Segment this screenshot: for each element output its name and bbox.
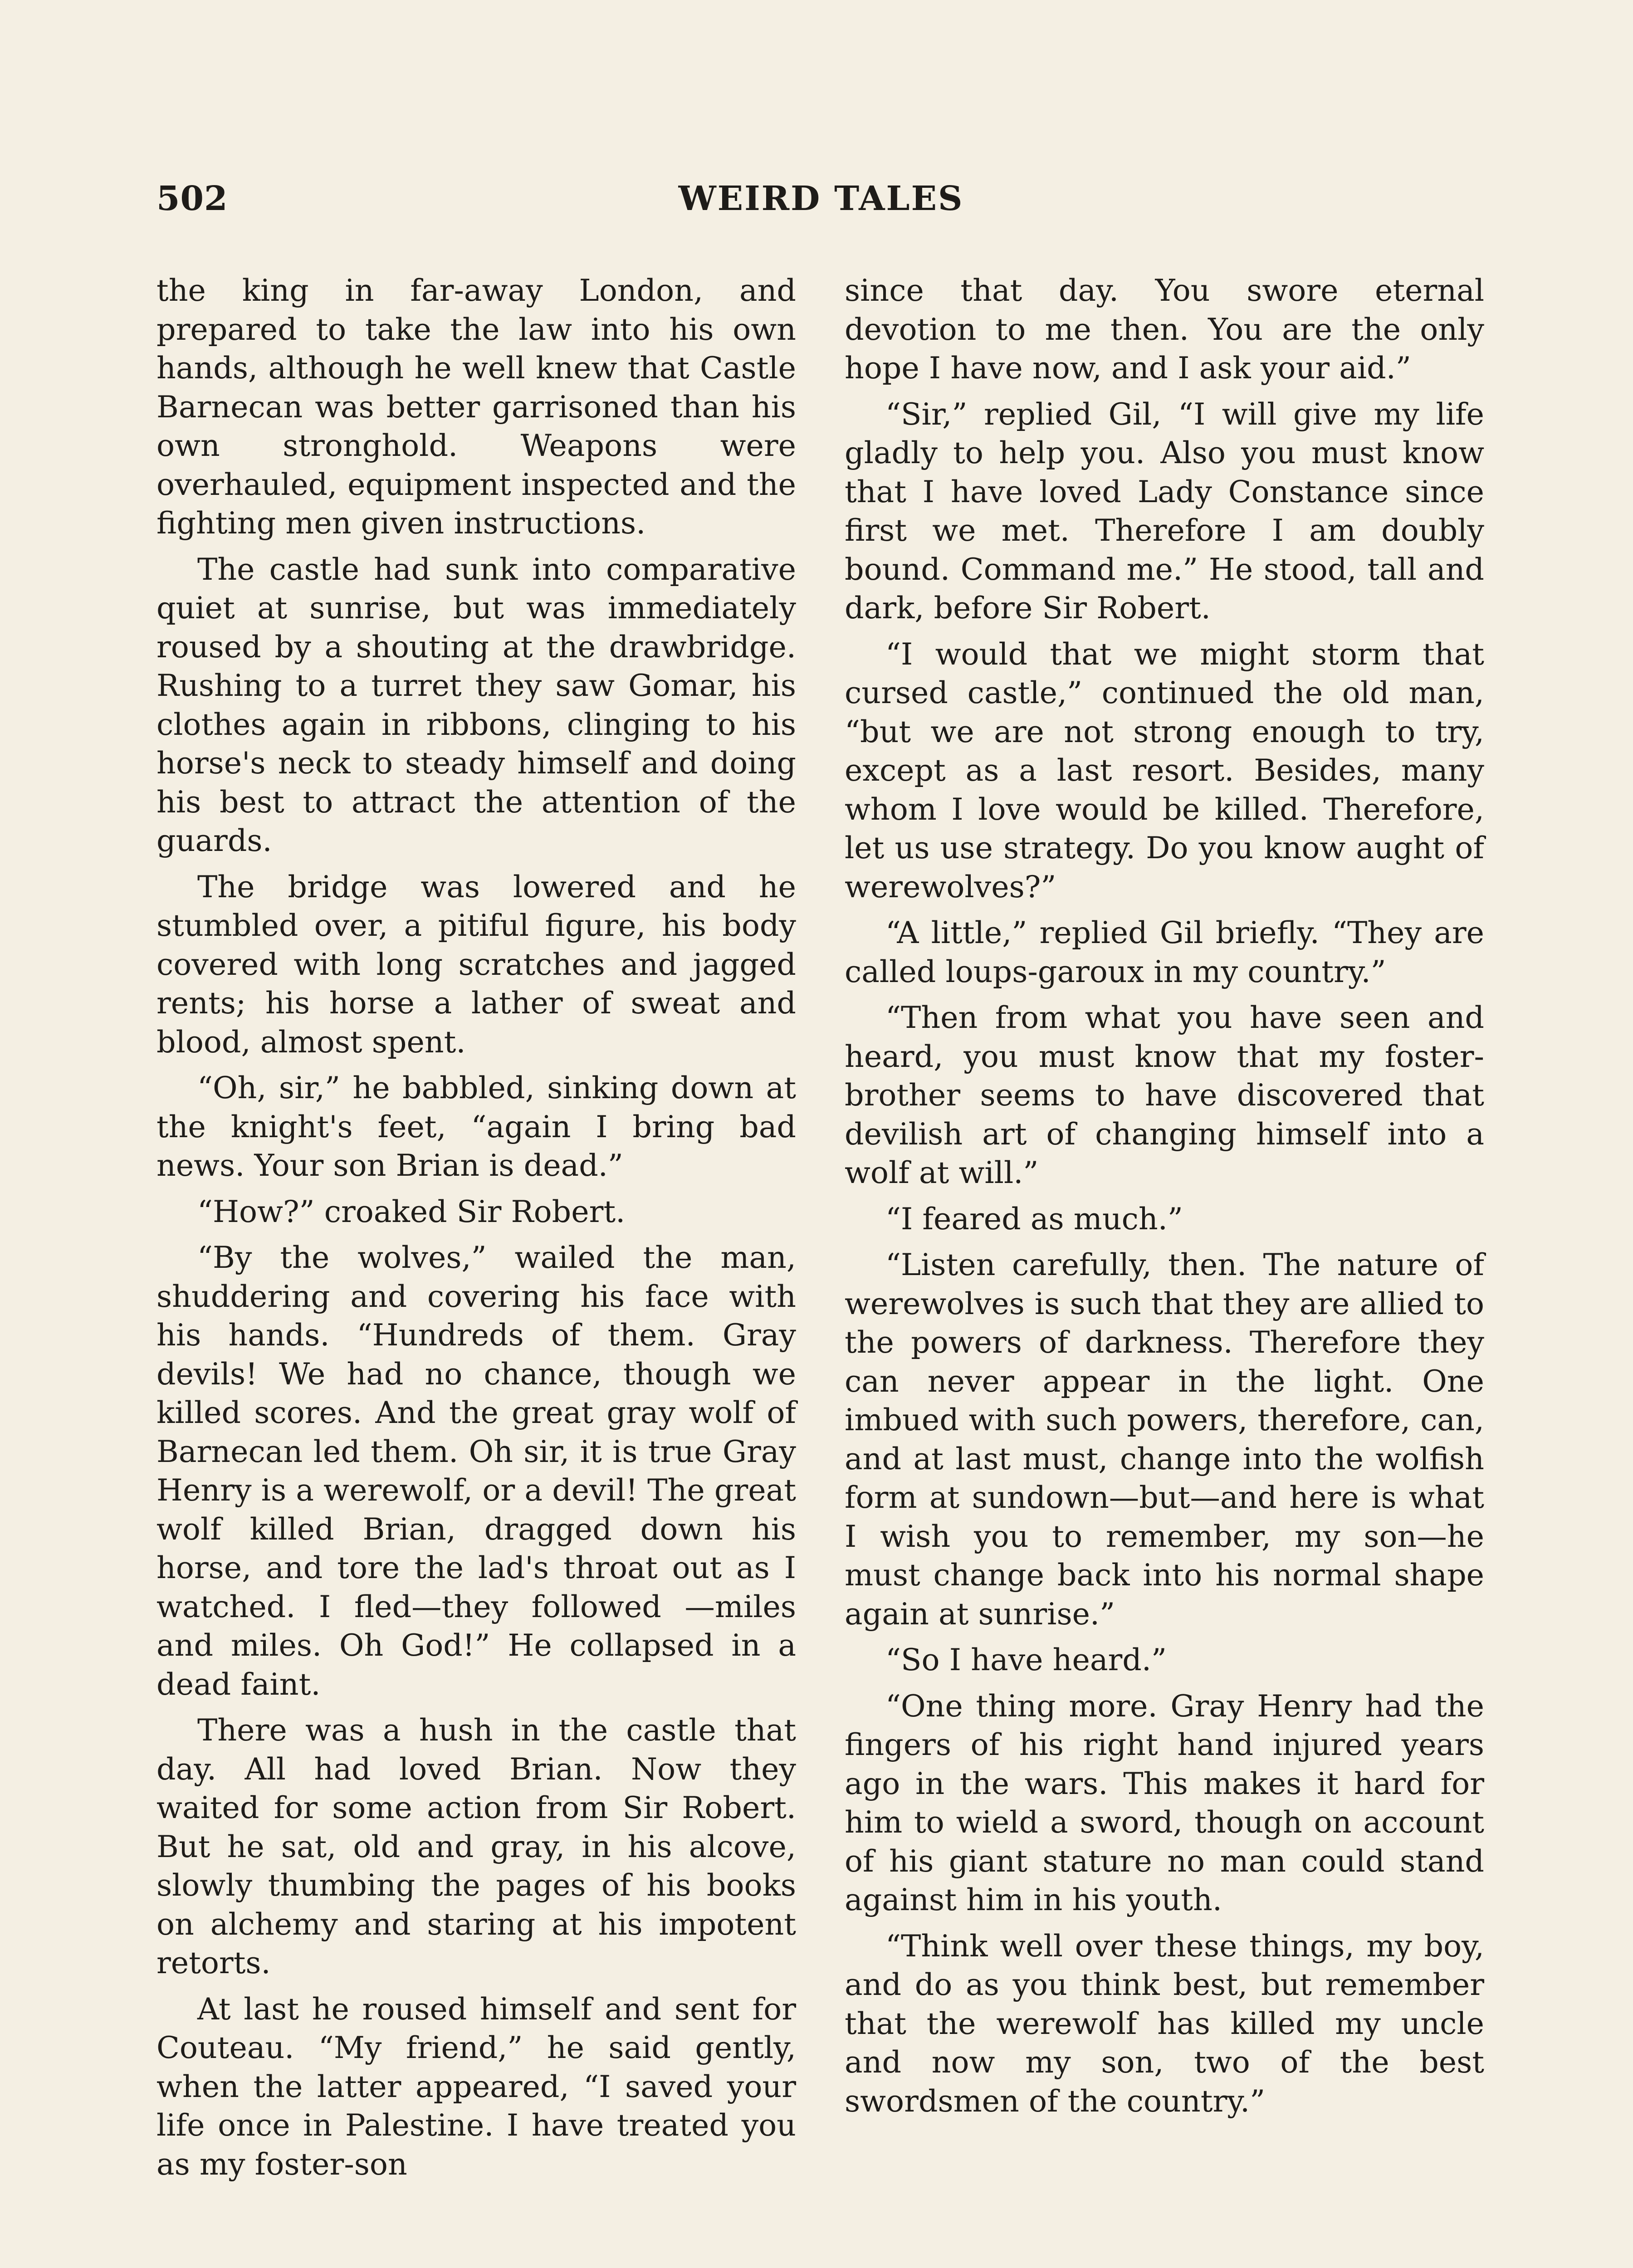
paragraph: “Oh, sir,” he babbled, sinking down at the knight's feet, “again I bring bad news. Your son Brian is dead.” [156, 1070, 796, 1183]
paragraph: “A little,” replied Gil briefly. “They are called loups-garoux in my country.” [845, 915, 1484, 989]
paragraph: The bridge was lowered and he stumbled over, a pitiful figure, his body covered with long scratches and jagged rents; his horse a lather of sweat and blood, almost spent. [156, 869, 796, 1060]
paragraph: “Then from what you have seen and heard, you must know that my foster-brother seems to have discovered that devilish art of changing himself into a wolf at will.” [845, 1000, 1484, 1190]
paragraph: the king in far-away London, and prepared to take the law into his own hands, although he well knew that Castle Barnecan was better garrisoned than his own stronghold. Weapons were overhauled, equipment inspected and the fighting men given instructions. [156, 273, 796, 541]
paragraph: “I feared as much.” [885, 1201, 1183, 1237]
page-header [156, 179, 1486, 234]
paragraph: The castle had sunk into comparative quiet at sunrise, but was immediately roused by a shouting at the drawbridge. Rushing to a turret they saw Gomar, his clothes again in ribbons, clinging to his horse's neck to steady himself and doing his best to attract the attention of the guards. [156, 551, 796, 858]
paragraph: “How?” croaked Sir Robert. [197, 1193, 626, 1229]
paragraph: since that day. You swore eternal devotion to me then. You are the only hope I have now, and I ask your aid.” [845, 273, 1484, 386]
paragraph: “One thing more. Gray Henry had the fingers of his right hand injured years ago in the wars. This makes it hard for him to wield a sword, though on account of his giant stature no man could stand against him in his youth. [845, 1688, 1484, 1917]
paragraph: “I would that we might storm that cursed castle,” continued the old man, “but we are not strong enough to try, except as a last resort. Besides, many whom I love would be killed. Therefore, let us use strategy. Do you know aught of werewolves?” [845, 636, 1484, 904]
paragraph: “Listen carefully, then. The nature of werewolves is such that they are allied to the powers of darkness. Therefore they can never appear in the light. One imbued with such powers, therefore, can, and at last must, change into the wolfish form at sundown—but—and here is what I wish you to remember, my son—he must change back into his normal shape again at sunrise.” [845, 1247, 1484, 1632]
paragraph: “So I have heard.” [885, 1642, 1167, 1677]
left-column [156, 271, 796, 2191]
page-number: 502 [156, 179, 228, 218]
paragraph: At last he roused himself and sent for Couteau. “My friend,” he said gently, when the latter appeared, “I saved your life once in Palestine. I have treated you as my foster-son [156, 1991, 796, 2182]
paragraph: “Sir,” replied Gil, “I will give my life gladly to help you. Also you must know that I have loved Lady Constance since first we met. Therefore I am doubly bound. Command me.” He stood, tall and dark, before Sir Robert. [845, 396, 1484, 626]
paragraph: “By the wolves,” wailed the man, shuddering and covering his face with his hands. “Hundreds of them. Gray devils! We had no chance, though we killed scores. And the great gray wolf of Barnecan led them. Oh sir, it is true Gray Henry is a werewolf, or a devil! The great wolf killed Brian, dragged down his horse, and tore the lad's throat out as I watched. I fled—they followed —miles and miles. Oh God!” He collapsed in a dead faint. [156, 1240, 796, 1702]
right-column [845, 271, 1484, 2128]
paragraph: There was a hush in the castle that day. All had loved Brian. Now they waited for some action from Sir Robert. But he sat, old and gray, in his alcove, slowly thumbing the pages of his books on alchemy and staring at his impotent retorts. [156, 1712, 796, 1980]
running-head: WEIRD TALES [678, 179, 964, 218]
paragraph: “Think well over these things, my boy, and do as you think best, but remember that the werewolf has killed my uncle and now my son, two of the best swordsmen of the country.” [845, 1928, 1484, 2119]
